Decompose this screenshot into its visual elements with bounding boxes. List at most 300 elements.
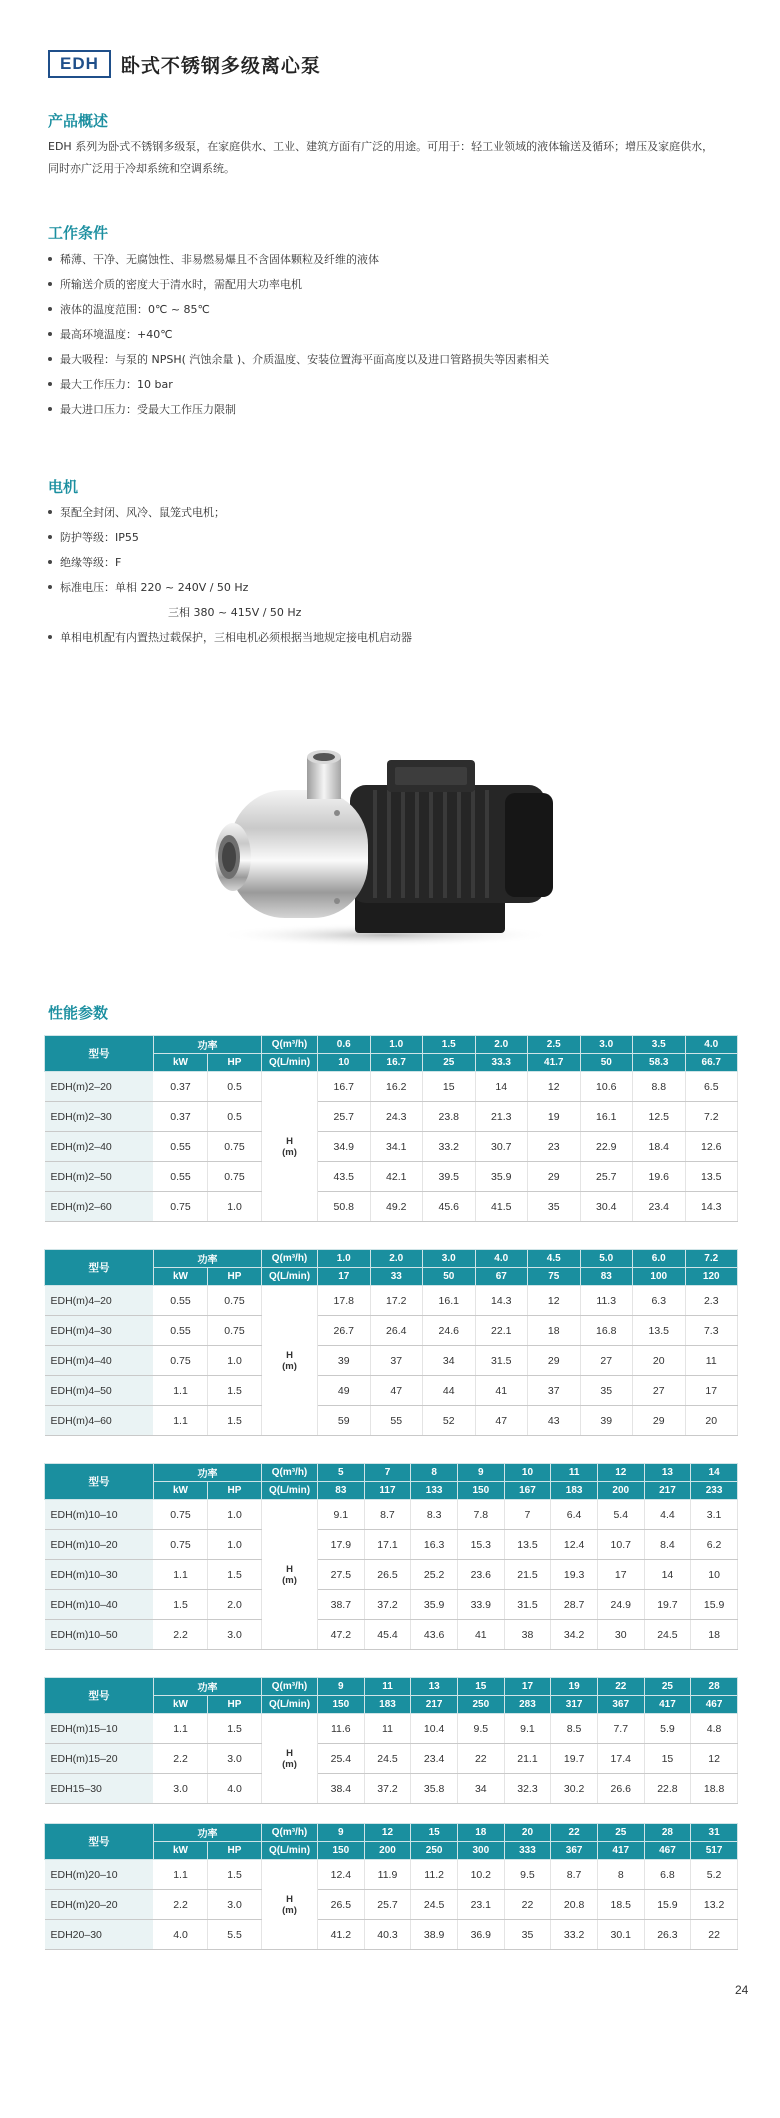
flow-m3h-header: 2.0: [370, 1250, 423, 1268]
head-value-cell: 16.8: [580, 1316, 633, 1346]
head-value-cell: 35.9: [475, 1162, 528, 1192]
head-value-cell: 34.1: [370, 1132, 423, 1162]
hp-cell: 0.5: [208, 1102, 262, 1132]
head-value-cell: 24.5: [644, 1620, 691, 1650]
table-row: [45, 1744, 738, 1774]
list-item: 最大进口压力：受最大工作压力限制: [48, 397, 549, 422]
flow-lmin-header: 117: [364, 1482, 411, 1500]
head-value-cell: 38.9: [411, 1920, 458, 1950]
head-value-cell: 52: [423, 1406, 476, 1436]
column-header-q-m3h: Q(m³/h): [262, 1464, 318, 1482]
head-value-cell: 26.4: [370, 1316, 423, 1346]
head-value-cell: 23: [528, 1132, 581, 1162]
column-header-power: 功率: [154, 1036, 262, 1054]
flow-m3h-header: 2.0: [475, 1036, 528, 1054]
overview-line: EDH 系列为卧式不锈钢多级泵，在家庭供水、工业、建筑方面有广泛的用途。可用于：轻工业领域的液体输送及循环；增压及家庭供水，: [48, 140, 714, 153]
model-cell: EDH(m)4–30: [45, 1316, 154, 1346]
kw-cell: 0.75: [154, 1500, 208, 1530]
flow-lmin-header: 417: [644, 1696, 691, 1714]
head-value-cell: 31.5: [504, 1590, 551, 1620]
column-header-hp: HP: [208, 1696, 262, 1714]
model-cell: EDH(m)15–10: [45, 1714, 154, 1744]
head-value-cell: 14.3: [475, 1286, 528, 1316]
flow-lmin-header: 467: [691, 1696, 738, 1714]
list-item: 稀薄、干净、无腐蚀性、非易燃易爆且不含固体颗粒及纤维的液体: [48, 247, 549, 272]
head-value-cell: 42.1: [370, 1162, 423, 1192]
head-value-cell: 43.5: [318, 1162, 371, 1192]
head-value-cell: 11.9: [364, 1860, 411, 1890]
flow-m3h-header: 3.5: [633, 1036, 686, 1054]
model-cell: EDH(m)15–20: [45, 1744, 154, 1774]
head-value-cell: 9.1: [504, 1714, 551, 1744]
table-row: [45, 1406, 738, 1436]
flow-lmin-header: 100: [633, 1268, 686, 1286]
head-value-cell: 6.8: [644, 1860, 691, 1890]
model-cell: EDH(m)4–60: [45, 1406, 154, 1436]
column-header-q-m3h: Q(m³/h): [262, 1678, 318, 1696]
head-value-cell: 38: [504, 1620, 551, 1650]
head-value-cell: 16.1: [580, 1102, 633, 1132]
head-value-cell: 4.4: [644, 1500, 691, 1530]
flow-m3h-header: 13: [644, 1464, 691, 1482]
head-value-cell: 8.7: [551, 1860, 598, 1890]
kw-cell: 4.0: [154, 1920, 208, 1950]
head-label-cell: [262, 1072, 318, 1222]
flow-lmin-header: 200: [364, 1842, 411, 1860]
model-cell: EDH(m)2–30: [45, 1102, 154, 1132]
flow-m3h-header: 12: [597, 1464, 644, 1482]
flow-m3h-header: 22: [551, 1824, 598, 1842]
flow-lmin-header: 58.3: [633, 1054, 686, 1072]
head-value-cell: 25.7: [364, 1890, 411, 1920]
performance-table: [44, 1677, 738, 1804]
flow-lmin-header: 16.7: [370, 1054, 423, 1072]
flow-m3h-header: 14: [691, 1464, 738, 1482]
page-title: 卧式不锈钢多级离心泵: [120, 54, 321, 77]
head-value-cell: 19: [528, 1102, 581, 1132]
head-value-cell: 30.2: [551, 1774, 598, 1804]
table-row: [45, 1072, 738, 1102]
flow-lmin-header: 150: [457, 1482, 504, 1500]
table-row: [45, 1714, 738, 1744]
head-value-cell: 30.4: [580, 1192, 633, 1222]
head-value-cell: 33.2: [423, 1132, 476, 1162]
head-value-cell: 47: [370, 1376, 423, 1406]
head-value-cell: 26.6: [597, 1774, 644, 1804]
column-header-hp: HP: [208, 1054, 262, 1072]
head-value-cell: 25.7: [580, 1162, 633, 1192]
performance-table: [44, 1035, 738, 1222]
head-value-cell: 37: [528, 1376, 581, 1406]
kw-cell: 0.37: [154, 1072, 208, 1102]
head-value-cell: 27.5: [318, 1560, 365, 1590]
head-value-cell: 7: [504, 1500, 551, 1530]
flow-lmin-header: 41.7: [528, 1054, 581, 1072]
flow-lmin-header: 66.7: [685, 1054, 738, 1072]
head-value-cell: 8.3: [411, 1500, 458, 1530]
head-value-cell: 10.4: [411, 1714, 458, 1744]
head-value-cell: 41.2: [318, 1920, 365, 1950]
head-value-cell: 26.7: [318, 1316, 371, 1346]
flow-lmin-header: 417: [597, 1842, 644, 1860]
head-value-cell: 19.6: [633, 1162, 686, 1192]
model-cell: EDH(m)10–40: [45, 1590, 154, 1620]
head-value-cell: 18.8: [691, 1774, 738, 1804]
header-row: [45, 1824, 738, 1842]
head-value-cell: 19.7: [551, 1744, 598, 1774]
head-value-cell: 8.4: [644, 1530, 691, 1560]
head-value-cell: 13.2: [691, 1890, 738, 1920]
flow-lmin-header: 50: [423, 1268, 476, 1286]
head-value-cell: 16.7: [318, 1072, 371, 1102]
flow-m3h-header: 0.6: [318, 1036, 371, 1054]
head-value-cell: 32.3: [504, 1774, 551, 1804]
kw-cell: 2.2: [154, 1620, 208, 1650]
head-value-cell: 10.2: [457, 1860, 504, 1890]
hp-cell: 2.0: [208, 1590, 262, 1620]
list-item: 所输送介质的密度大于清水时，需配用大功率电机: [48, 272, 549, 297]
flow-lmin-header: 217: [644, 1482, 691, 1500]
head-value-cell: 6.5: [685, 1072, 738, 1102]
flow-m3h-header: 28: [644, 1824, 691, 1842]
hp-cell: 5.5: [208, 1920, 262, 1950]
head-value-cell: 30.1: [597, 1920, 644, 1950]
head-value-cell: 31.5: [475, 1346, 528, 1376]
head-value-cell: 6.4: [551, 1500, 598, 1530]
column-header-q-lmin: Q(L/min): [262, 1842, 318, 1860]
flow-m3h-header: 3.0: [580, 1036, 633, 1054]
head-value-cell: 23.1: [457, 1890, 504, 1920]
head-value-cell: 24.5: [364, 1744, 411, 1774]
head-value-cell: 15: [644, 1744, 691, 1774]
motor-title: 电机: [48, 478, 79, 496]
head-value-cell: 17.1: [364, 1530, 411, 1560]
head-unit: (m): [282, 1904, 297, 1916]
head-value-cell: 37: [370, 1346, 423, 1376]
kw-cell: 2.2: [154, 1890, 208, 1920]
table-row: [45, 1620, 738, 1650]
head-value-cell: 29: [633, 1406, 686, 1436]
head-value-cell: 5.2: [691, 1860, 738, 1890]
kw-cell: 0.55: [154, 1162, 208, 1192]
column-header-model: 型号: [45, 1824, 154, 1860]
flow-m3h-header: 1.5: [423, 1036, 476, 1054]
head-value-cell: 45.6: [423, 1192, 476, 1222]
head-value-cell: 7.3: [685, 1316, 738, 1346]
column-header-q-m3h: Q(m³/h): [262, 1824, 318, 1842]
hp-cell: 3.0: [208, 1620, 262, 1650]
head-value-cell: 22: [691, 1920, 738, 1950]
head-value-cell: 17: [685, 1376, 738, 1406]
flow-lmin-header: 75: [528, 1268, 581, 1286]
head-value-cell: 21.1: [504, 1744, 551, 1774]
model-cell: EDH20–30: [45, 1920, 154, 1950]
flow-lmin-header: 300: [457, 1842, 504, 1860]
head-value-cell: 23.8: [423, 1102, 476, 1132]
head-value-cell: 17.9: [318, 1530, 365, 1560]
head-value-cell: 55: [370, 1406, 423, 1436]
head-label: H: [286, 1893, 293, 1905]
head-value-cell: 23.4: [633, 1192, 686, 1222]
head-value-cell: 11.3: [580, 1286, 633, 1316]
column-header-kw: kW: [154, 1696, 208, 1714]
model-cell: EDH(m)10–20: [45, 1530, 154, 1560]
head-value-cell: 27: [580, 1346, 633, 1376]
flow-lmin-header: 200: [597, 1482, 644, 1500]
flow-lmin-header: 183: [551, 1482, 598, 1500]
model-cell: EDH(m)20–10: [45, 1860, 154, 1890]
hp-cell: 1.5: [208, 1860, 262, 1890]
model-cell: EDH(m)10–30: [45, 1560, 154, 1590]
head-value-cell: 34: [457, 1774, 504, 1804]
flow-m3h-header: 18: [457, 1824, 504, 1842]
head-value-cell: 12.4: [551, 1530, 598, 1560]
head-value-cell: 22: [457, 1744, 504, 1774]
flow-lmin-header: 120: [685, 1268, 738, 1286]
flow-m3h-header: 20: [504, 1824, 551, 1842]
overview-title: 产品概述: [48, 112, 109, 130]
kw-cell: 0.75: [154, 1192, 208, 1222]
head-value-cell: 23.4: [411, 1744, 458, 1774]
column-header-model: 型号: [45, 1036, 154, 1072]
head-value-cell: 11.2: [411, 1860, 458, 1890]
head-value-cell: 20: [685, 1406, 738, 1436]
flow-m3h-header: 4.0: [475, 1250, 528, 1268]
head-value-cell: 41: [457, 1620, 504, 1650]
header-row: [45, 1678, 738, 1696]
head-value-cell: 34.2: [551, 1620, 598, 1650]
head-value-cell: 5.9: [644, 1714, 691, 1744]
kw-cell: 1.1: [154, 1714, 208, 1744]
head-value-cell: 6.2: [691, 1530, 738, 1560]
head-value-cell: 10.6: [580, 1072, 633, 1102]
head-value-cell: 22.8: [644, 1774, 691, 1804]
head-value-cell: 24.6: [423, 1316, 476, 1346]
column-header-hp: HP: [208, 1842, 262, 1860]
head-value-cell: 26.5: [318, 1890, 365, 1920]
model-cell: EDH15–30: [45, 1774, 154, 1804]
pump-image: [205, 745, 560, 950]
table-row: [45, 1590, 738, 1620]
kw-cell: 1.5: [154, 1590, 208, 1620]
head-value-cell: 29: [528, 1162, 581, 1192]
column-header-model: 型号: [45, 1464, 154, 1500]
head-value-cell: 11: [364, 1714, 411, 1744]
hp-cell: 0.75: [208, 1162, 262, 1192]
head-value-cell: 8.8: [633, 1072, 686, 1102]
table-row: [45, 1346, 738, 1376]
hp-cell: 1.0: [208, 1346, 262, 1376]
head-value-cell: 25.2: [411, 1560, 458, 1590]
head-label-cell: [262, 1500, 318, 1650]
head-value-cell: 28.7: [551, 1590, 598, 1620]
list-item: 标准电压：单相 220 ~ 240V / 50 Hz: [48, 575, 412, 600]
head-value-cell: 14: [475, 1072, 528, 1102]
flow-m3h-header: 9: [318, 1824, 365, 1842]
head-unit: (m): [282, 1360, 297, 1372]
flow-lmin-header: 233: [691, 1482, 738, 1500]
flow-m3h-header: 7: [364, 1464, 411, 1482]
flow-lmin-header: 25: [423, 1054, 476, 1072]
model-cell: EDH(m)10–50: [45, 1620, 154, 1650]
head-value-cell: 23.6: [457, 1560, 504, 1590]
column-header-q-lmin: Q(L/min): [262, 1482, 318, 1500]
head-value-cell: 34.9: [318, 1132, 371, 1162]
flow-lmin-header: 83: [580, 1268, 633, 1286]
kw-cell: 0.75: [154, 1530, 208, 1560]
head-value-cell: 10.7: [597, 1530, 644, 1560]
head-value-cell: 13.5: [633, 1316, 686, 1346]
head-value-cell: 47: [475, 1406, 528, 1436]
list-item: 最大工作压力：10 bar: [48, 372, 549, 397]
table-row: [45, 1920, 738, 1950]
head-value-cell: 24.9: [597, 1590, 644, 1620]
hp-cell: 0.75: [208, 1132, 262, 1162]
kw-cell: 0.75: [154, 1346, 208, 1376]
head-unit: (m): [282, 1574, 297, 1586]
head-value-cell: 15: [423, 1072, 476, 1102]
kw-cell: 1.1: [154, 1376, 208, 1406]
head-value-cell: 30.7: [475, 1132, 528, 1162]
head-value-cell: 10: [691, 1560, 738, 1590]
head-value-cell: 34: [423, 1346, 476, 1376]
head-value-cell: 18: [528, 1316, 581, 1346]
flow-lmin-header: 367: [551, 1842, 598, 1860]
list-item: 单相电机配有内置热过载保护，三相电机必须根据当地规定接电机启动器: [48, 625, 412, 650]
flow-m3h-header: 28: [691, 1678, 738, 1696]
head-unit: (m): [282, 1758, 297, 1770]
hp-cell: 1.5: [208, 1560, 262, 1590]
head-value-cell: 13.5: [685, 1162, 738, 1192]
head-value-cell: 50.8: [318, 1192, 371, 1222]
flow-m3h-header: 17: [504, 1678, 551, 1696]
kw-cell: 1.1: [154, 1406, 208, 1436]
page-header: [48, 50, 321, 78]
head-value-cell: 35.8: [411, 1774, 458, 1804]
flow-lmin-header: 217: [411, 1696, 458, 1714]
head-value-cell: 8.5: [551, 1714, 598, 1744]
page-number: 24: [735, 1983, 749, 1997]
flow-lmin-header: 33.3: [475, 1054, 528, 1072]
head-value-cell: 27: [633, 1376, 686, 1406]
head-value-cell: 22: [504, 1890, 551, 1920]
flow-lmin-header: 517: [691, 1842, 738, 1860]
flow-m3h-header: 1.0: [370, 1036, 423, 1054]
flow-m3h-header: 8: [411, 1464, 458, 1482]
column-header-q-lmin: Q(L/min): [262, 1696, 318, 1714]
flow-m3h-header: 10: [504, 1464, 551, 1482]
table-row: [45, 1560, 738, 1590]
hp-cell: 1.0: [208, 1530, 262, 1560]
flow-m3h-header: 9: [457, 1464, 504, 1482]
head-value-cell: 35: [580, 1376, 633, 1406]
head-value-cell: 12: [691, 1744, 738, 1774]
hp-cell: 1.0: [208, 1500, 262, 1530]
flow-m3h-header: 5.0: [580, 1250, 633, 1268]
flow-lmin-header: 183: [364, 1696, 411, 1714]
model-cell: EDH(m)2–50: [45, 1162, 154, 1192]
head-value-cell: 11.6: [318, 1714, 365, 1744]
hp-cell: 1.5: [208, 1376, 262, 1406]
head-label: H: [286, 1747, 293, 1759]
head-value-cell: 20: [633, 1346, 686, 1376]
head-value-cell: 47.2: [318, 1620, 365, 1650]
column-header-power: 功率: [154, 1464, 262, 1482]
performance-table: [44, 1463, 738, 1650]
flow-m3h-header: 15: [457, 1678, 504, 1696]
table-row: [45, 1132, 738, 1162]
flow-m3h-header: 31: [691, 1824, 738, 1842]
head-value-cell: 18.5: [597, 1890, 644, 1920]
column-header-kw: kW: [154, 1842, 208, 1860]
hp-cell: 0.5: [208, 1072, 262, 1102]
flow-m3h-header: 25: [644, 1678, 691, 1696]
flow-lmin-header: 250: [411, 1842, 458, 1860]
performance-table: [44, 1249, 738, 1436]
flow-lmin-header: 150: [318, 1842, 365, 1860]
kw-cell: 0.37: [154, 1102, 208, 1132]
head-value-cell: 35: [528, 1192, 581, 1222]
flow-lmin-header: 67: [475, 1268, 528, 1286]
performance-title: 性能参数: [48, 1004, 109, 1022]
head-value-cell: 9.1: [318, 1500, 365, 1530]
kw-cell: 1.1: [154, 1860, 208, 1890]
head-value-cell: 16.2: [370, 1072, 423, 1102]
table-row: [45, 1860, 738, 1890]
flow-m3h-header: 2.5: [528, 1036, 581, 1054]
table-row: [45, 1890, 738, 1920]
overview-text: [48, 136, 738, 180]
kw-cell: 3.0: [154, 1774, 208, 1804]
flow-m3h-header: 13: [411, 1678, 458, 1696]
table-row: [45, 1500, 738, 1530]
header-row: [45, 1036, 738, 1054]
hp-cell: 1.0: [208, 1192, 262, 1222]
head-value-cell: 12: [528, 1286, 581, 1316]
head-value-cell: 5.4: [597, 1500, 644, 1530]
head-value-cell: 25.4: [318, 1744, 365, 1774]
flow-m3h-header: 11: [364, 1678, 411, 1696]
hp-cell: 1.5: [208, 1714, 262, 1744]
table-row: [45, 1102, 738, 1132]
header-row: [45, 1250, 738, 1268]
head-value-cell: 12.4: [318, 1860, 365, 1890]
hp-cell: 3.0: [208, 1890, 262, 1920]
flow-lmin-header: 83: [318, 1482, 365, 1500]
table-row: [45, 1286, 738, 1316]
hp-cell: 3.0: [208, 1744, 262, 1774]
kw-cell: 0.55: [154, 1132, 208, 1162]
performance-table: [44, 1823, 738, 1950]
flow-lmin-header: 150: [318, 1696, 365, 1714]
head-label: H: [286, 1135, 293, 1147]
table-row: [45, 1376, 738, 1406]
flow-m3h-header: 3.0: [423, 1250, 476, 1268]
head-value-cell: 9.5: [504, 1860, 551, 1890]
head-value-cell: 41: [475, 1376, 528, 1406]
hp-cell: 0.75: [208, 1286, 262, 1316]
model-cell: EDH(m)4–40: [45, 1346, 154, 1376]
hp-cell: 4.0: [208, 1774, 262, 1804]
head-value-cell: 37.2: [364, 1774, 411, 1804]
head-value-cell: 17: [597, 1560, 644, 1590]
head-value-cell: 39: [318, 1346, 371, 1376]
table-row: [45, 1774, 738, 1804]
flow-m3h-header: 6.0: [633, 1250, 686, 1268]
head-value-cell: 21.3: [475, 1102, 528, 1132]
head-value-cell: 16.3: [411, 1530, 458, 1560]
model-cell: EDH(m)2–20: [45, 1072, 154, 1102]
